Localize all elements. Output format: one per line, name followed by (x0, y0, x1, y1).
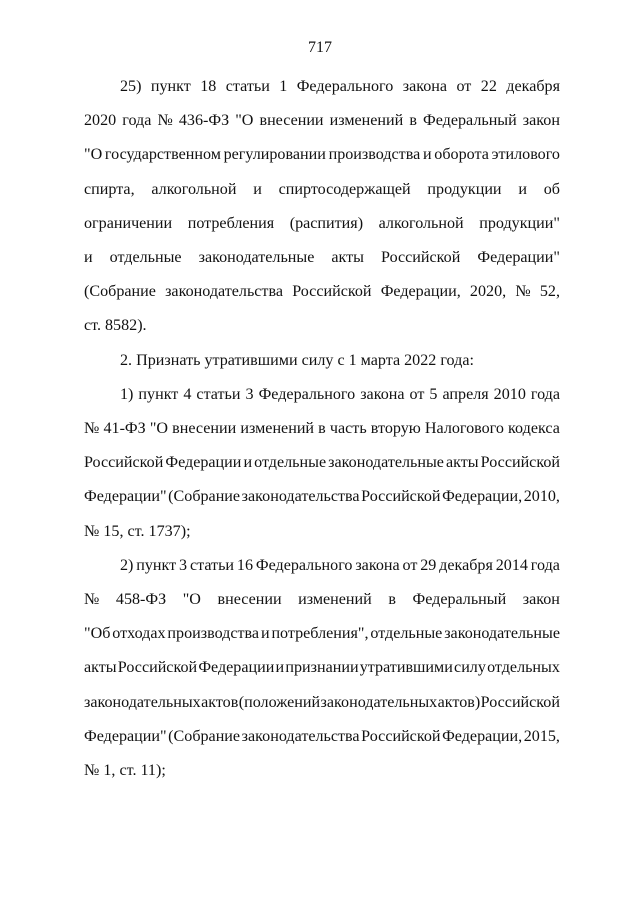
text-line (84, 241, 560, 275)
word: 1) (120, 385, 134, 403)
word: изменений (329, 112, 404, 130)
word: законодательных (84, 693, 201, 711)
word: статьи (225, 78, 270, 95)
text-line (84, 720, 560, 754)
word: Федерации, (380, 283, 461, 301)
word: 29 (420, 556, 437, 574)
word: вторую (370, 420, 421, 438)
word: апреля (442, 385, 489, 403)
word: Российской (361, 727, 441, 745)
word: пункт (138, 385, 179, 403)
text-line (84, 686, 560, 720)
word: об (543, 180, 560, 198)
word: 3 (245, 385, 254, 403)
word: 22 (480, 78, 497, 95)
word: Налогового (424, 420, 504, 438)
text-line: ст. 8582). (84, 317, 147, 335)
word: акты (331, 249, 364, 267)
word: 2010, (523, 488, 560, 506)
word: "О (182, 591, 201, 609)
word: и (243, 454, 253, 472)
word: спиртосодержащей (278, 180, 411, 198)
word: алкогольной (378, 214, 464, 232)
word: 2014 (495, 556, 528, 574)
word: и (260, 625, 270, 643)
word: Российской (117, 659, 198, 677)
text-line (84, 207, 560, 241)
word: отдельные (109, 249, 182, 267)
text-line: 2. Признать утратившими силу с 1 марта 2022 года: (120, 351, 474, 369)
word: изменений (240, 420, 315, 438)
word: "О (235, 112, 254, 130)
word: № (84, 591, 100, 609)
word: закон (522, 112, 560, 130)
word: от (402, 556, 418, 574)
word: статьи (189, 556, 235, 574)
paragraph-item-2 (84, 549, 560, 788)
word: Федерального (296, 78, 394, 95)
word: Федеральный (412, 591, 507, 609)
word: акты (446, 454, 479, 472)
word: Российской (292, 283, 372, 301)
text-line (84, 617, 560, 651)
word: Федерации, (442, 488, 523, 506)
word: закона (355, 556, 400, 574)
word: акты (84, 659, 117, 677)
word: 52, (539, 283, 560, 301)
word: законодательные (328, 454, 444, 472)
text-line (84, 446, 560, 480)
word: 18 (200, 78, 217, 95)
word: Федерального (255, 556, 353, 574)
word: № (84, 420, 100, 438)
text-line (84, 173, 560, 207)
word: внесении (259, 112, 324, 130)
word: и (84, 249, 93, 267)
word: 436-ФЗ (178, 112, 230, 130)
word: актов (201, 693, 239, 711)
word: актов) (437, 693, 481, 711)
word: законодательные (444, 625, 560, 643)
text-line (84, 583, 560, 617)
word: "О (84, 146, 103, 164)
document-body (84, 70, 560, 788)
word: 2010 (493, 385, 526, 403)
word: Российской (381, 249, 461, 267)
text-line (84, 549, 560, 583)
word: регулировании (223, 146, 326, 164)
word: (положений (238, 693, 321, 711)
word: изменений (298, 591, 372, 609)
word: Российской (84, 454, 164, 472)
word: продукции" (479, 214, 560, 232)
word: 2020 (84, 112, 117, 130)
word: Федерации" (84, 488, 167, 506)
word: пункт (150, 78, 191, 95)
text-line (84, 138, 560, 172)
word: № (515, 283, 531, 301)
word: 2) (120, 556, 134, 574)
word: в (409, 112, 417, 130)
word: отдельные (370, 625, 443, 643)
text-line (84, 275, 560, 309)
text-line (84, 70, 560, 104)
word: 16 (236, 556, 253, 574)
word: "О (149, 420, 169, 438)
word: оборота (434, 146, 489, 164)
word: Федерации (165, 454, 242, 472)
word: 458-ФЗ (115, 591, 167, 609)
word: (Собрание (84, 283, 156, 301)
text-line (84, 480, 560, 514)
word: 1 (279, 78, 288, 95)
word: декабря (439, 556, 493, 574)
word: закона (402, 78, 448, 95)
word: 3 (179, 556, 188, 574)
word: кодекса (508, 420, 560, 438)
word: законодательства (241, 727, 360, 745)
word: Российской (361, 488, 441, 506)
word: алкогольной (151, 180, 237, 198)
word: 5 (429, 385, 438, 403)
word: признании (285, 659, 359, 677)
word: Федерации" (477, 249, 560, 267)
word: часть (329, 420, 367, 438)
word: и (275, 659, 285, 677)
word: Федеральный (423, 112, 517, 130)
word: и (422, 146, 432, 164)
word: потребления", (271, 625, 369, 643)
word: 2015, (523, 727, 560, 745)
word: законодательства (241, 488, 360, 506)
word: Российской (480, 693, 560, 711)
word: законодательных (320, 693, 438, 711)
word: внесении (217, 591, 282, 609)
word: Федерации" (84, 727, 167, 745)
word: Российской (480, 454, 560, 472)
text-line (84, 104, 560, 138)
text-line: № 15, ст. 1737); (84, 522, 191, 540)
word: производства (328, 146, 421, 164)
word: производства (167, 625, 260, 643)
word: ограничении (84, 214, 173, 232)
word: государственном (104, 146, 221, 164)
word: внесении (172, 420, 237, 438)
text-line: № 1, ст. 11); (84, 762, 166, 780)
word: "Об (84, 625, 111, 643)
word: (Собрание (168, 727, 241, 745)
word: пункт (136, 556, 177, 574)
word: Федерации (198, 659, 275, 677)
text-line (84, 651, 560, 685)
text-line (84, 378, 560, 412)
word: потребления (187, 214, 275, 232)
word: 4 (183, 385, 192, 403)
word: Федерации, (442, 727, 523, 745)
word: законодательства (165, 283, 283, 301)
word: декабря (506, 78, 560, 95)
word: (Собрание (168, 488, 241, 506)
word: этилового (491, 146, 560, 164)
word: 2020, (469, 283, 507, 301)
word: закон (522, 591, 560, 609)
word: статьи (196, 385, 241, 403)
word: в (388, 591, 396, 609)
word: Федерального (258, 385, 356, 403)
text-line (84, 412, 560, 446)
word: силу (454, 659, 486, 677)
word: в (318, 420, 326, 438)
word: 41-ФЗ (103, 420, 146, 438)
word: продукции (427, 180, 502, 198)
word: года (530, 556, 560, 574)
word: года (122, 112, 152, 130)
page-number: 717 (308, 39, 332, 56)
paragraph-item-25 (84, 70, 560, 344)
word: отходах (112, 625, 166, 643)
paragraph-item-1 (84, 378, 560, 549)
word: 25) (120, 78, 142, 95)
word: и (518, 180, 527, 198)
word: (распития) (289, 214, 364, 232)
word: отдельных (487, 659, 560, 677)
word: закона (360, 385, 405, 403)
paragraph-section-2 (84, 344, 560, 378)
word: от (456, 78, 472, 95)
word: и (253, 180, 262, 198)
word: спирта, (84, 180, 135, 198)
word: № (157, 112, 173, 130)
word: от (409, 385, 425, 403)
word: отдельные (254, 454, 327, 472)
word: года (530, 385, 560, 403)
word: утратившими (359, 659, 453, 677)
word: законодательные (198, 249, 315, 267)
